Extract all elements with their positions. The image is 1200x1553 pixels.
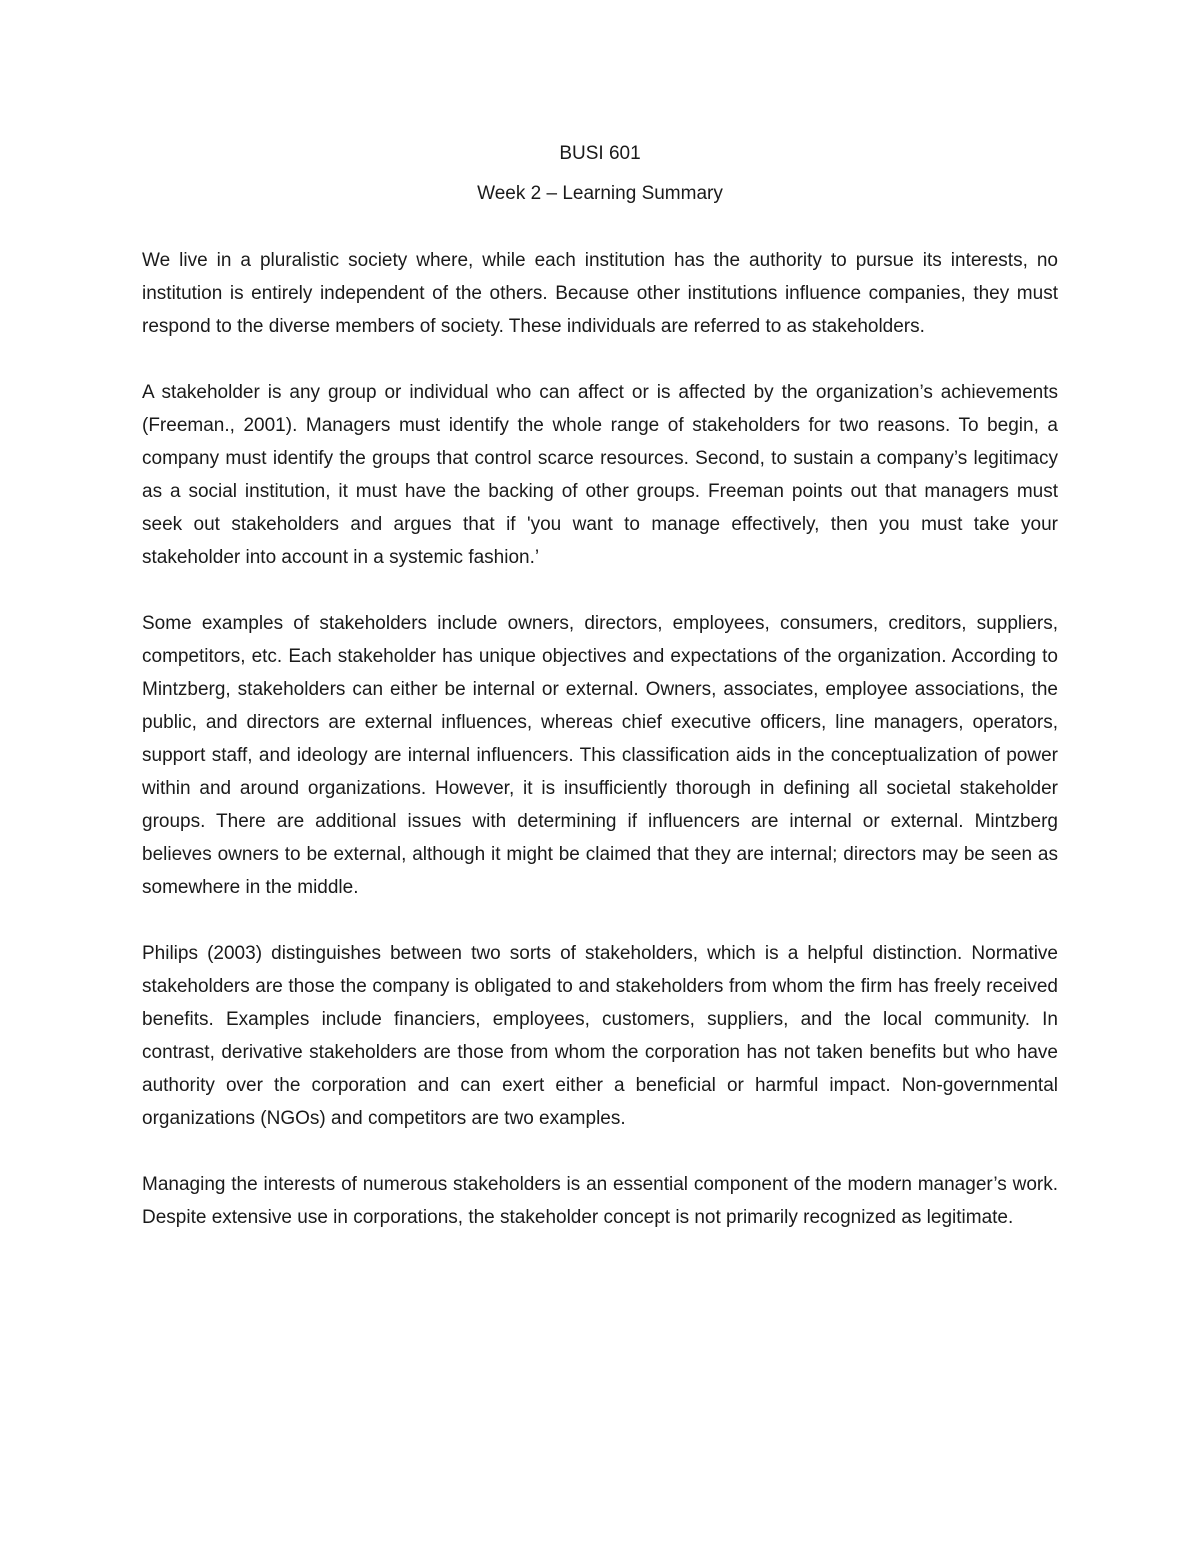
paragraph-stakeholder-types: Philips (2003) distinguishes between two sorts of stakeholders, which is a helpful distinction. Normative stakeholders are those the company is obligated to and stakeholders from whom the firm has freely received benefits. Examples include financiers, employees, customers, suppliers, and the local community. In contrast, derivative stakeholders are those from whom the corporation has not taken benefits but who have authority over the corporation and can exert either a beneficial or harmful impact. Non-governmental organizations (NGOs) and competitors are two examples. bbox=[142, 943, 1058, 1129]
paragraph-conclusion: Managing the interests of numerous stakeholders is an essential component of the modern manager’s work. Despite extensive use in corporations, the stakeholder concept is not primarily recognized as legitimate. bbox=[142, 1174, 1058, 1228]
document-subtitle: Week 2 – Learning Summary bbox=[477, 183, 723, 204]
paragraph-stakeholder-examples: Some examples of stakeholders include owners, directors, employees, consumers, creditors, suppliers, competitors, etc. Each stakeholder has unique objectives and expectations of the organization. According to Mintzberg, stakeholders can either be internal or external. Owners, associates, employee associations, the public, and directors are external influences, whereas chief executive officers, line managers, operators, support staff, and ideology are internal influencers. This classification aids in the conceptualization of power within and around organizations. However, it is insufficiently thorough in defining all societal stakeholder groups. There are additional issues with determining if influencers are internal or external. Mintzberg believes owners to be external, although it might be claimed that they are internal; directors may be seen as somewhere in the middle. bbox=[142, 613, 1058, 898]
course-code-heading: BUSI 601 bbox=[559, 143, 641, 164]
paragraph-pluralistic-society: We live in a pluralistic society where, while each institution has the authority to pursue its interests, no institution is entirely independent of the others. Because other institutions influence companies, they must respond to the diverse members of society. These individuals are referred to as stakeholders. bbox=[142, 250, 1058, 337]
document-body bbox=[142, 138, 1058, 1267]
paragraph-stakeholder-definition: A stakeholder is any group or individual who can affect or is affected by the organization’s achievements (Freeman., 2001). Managers must identify the whole range of stakeholders for two reasons. To begin, a company must identify the groups that control scarce resources. Second, to sustain a company’s legitimacy as a social institution, it must have the backing of other groups. Freeman points out that managers must seek out stakeholders and argues that if 'you want to manage effectively, then you must take your stakeholder into account in a systemic fashion.’ bbox=[142, 382, 1058, 568]
